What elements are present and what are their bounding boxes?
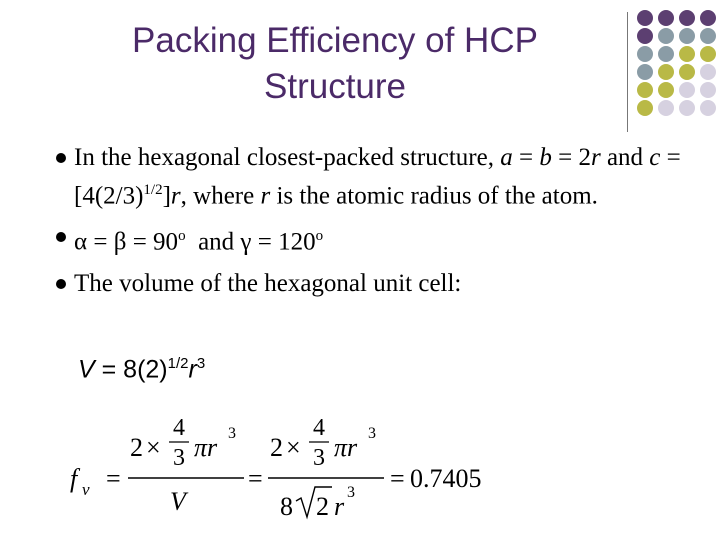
equals-sign-2: = [248, 464, 263, 493]
decorative-dot [637, 10, 653, 26]
decorative-dot [679, 46, 695, 62]
decorative-dot [637, 28, 653, 44]
alpha-symbol: α [74, 228, 88, 256]
decorative-dot [658, 28, 674, 44]
decorative-dot [700, 46, 716, 62]
slide-title [40, 18, 630, 110]
bullet-text: = [87, 228, 114, 256]
var-a: a [500, 144, 513, 171]
superscript: 1/2 [143, 182, 163, 198]
volume-formula [78, 355, 205, 384]
formula-text: = 8(2) [94, 355, 168, 384]
bullet-text: and [600, 144, 650, 171]
degree-superscript: o [315, 228, 324, 245]
packing-efficiency-formula [60, 405, 520, 525]
result-value: 0.7405 [410, 464, 482, 493]
superscript: 1/2 [167, 355, 189, 372]
cube-exponent-1: 3 [228, 425, 236, 442]
decorative-dot [700, 10, 716, 26]
title-divider [627, 12, 628, 132]
denominator-eight: 8 [280, 492, 293, 521]
decorative-dot [658, 64, 674, 80]
decorative-dot [679, 64, 695, 80]
decorative-dot [637, 64, 653, 80]
equals-sign-1: = [106, 464, 121, 493]
bullet-text: = 2 [551, 144, 591, 171]
gamma-symbol: γ [240, 228, 252, 256]
bullet-text: is the atomic radius of the atom. [270, 182, 598, 210]
numerator-two-1: 2 [130, 433, 143, 462]
decorative-dot [658, 10, 674, 26]
radicand-two: 2 [316, 492, 329, 521]
times-sign-2: × [286, 433, 301, 462]
decorative-dot [658, 82, 674, 98]
title-line-1: Packing Efficiency of HCP [132, 21, 538, 60]
var-r: r [260, 182, 271, 210]
bullet-text: The volume of the hexagonal unit cell: [74, 269, 462, 297]
decorative-dot [679, 100, 695, 116]
pi-r-2: πr [334, 433, 358, 462]
var-r: r [188, 355, 197, 384]
cube-exponent-3: 3 [347, 484, 355, 501]
denominator-r: r [334, 492, 345, 521]
decorative-dot [658, 46, 674, 62]
var-r: r [590, 144, 601, 171]
beta-symbol: β [113, 228, 127, 256]
decorative-dot-grid [637, 10, 720, 122]
decorative-dot [637, 100, 653, 116]
bullet-dot-icon [56, 153, 66, 163]
fraction-three-2: 3 [313, 445, 325, 471]
numerator-two-2: 2 [270, 433, 283, 462]
bullet-text: = [512, 144, 540, 171]
bullet-dot-icon [56, 279, 66, 289]
var-b: b [539, 144, 552, 171]
fraction-four-2: 4 [313, 415, 325, 441]
bullet-item-lattice [56, 141, 696, 212]
decorative-dot [700, 100, 716, 116]
bullet-text: = 90 [126, 228, 179, 256]
decorative-dot [700, 28, 716, 44]
decorative-dot [679, 82, 695, 98]
fraction-four-1: 4 [173, 415, 185, 441]
cube-exponent-2: 3 [368, 425, 376, 442]
bullet-dot-icon [56, 232, 66, 242]
decorative-dot [679, 28, 695, 44]
decorative-dot [658, 100, 674, 116]
fv-symbol: f [70, 464, 78, 493]
var-v: V [78, 355, 95, 384]
title-line-2: Structure [264, 67, 406, 106]
var-r: r [170, 182, 181, 210]
bullet-text: , where [180, 182, 261, 210]
bullet-item-angles [56, 220, 696, 258]
bullet-text: In the hexagonal closest-packed structure, [74, 144, 501, 171]
fv-subscript: v [82, 480, 90, 499]
decorative-dot [679, 10, 695, 26]
denominator-v: V [170, 487, 186, 516]
var-c: c [649, 144, 661, 171]
decorative-dot [700, 64, 716, 80]
equals-sign-3: = [390, 464, 405, 493]
decorative-dot [637, 82, 653, 98]
decorative-dot [637, 46, 653, 62]
fraction-three-1: 3 [173, 445, 185, 471]
superscript: 3 [196, 355, 206, 372]
degree-superscript: o [178, 228, 186, 245]
times-sign-1: × [146, 433, 161, 462]
bullet-text: ] [162, 182, 171, 210]
bullet-text: = 120 [251, 228, 316, 256]
bullet-list [56, 141, 696, 308]
decorative-dot [700, 82, 716, 98]
bullet-item-volume [56, 267, 696, 300]
bullet-text: and [185, 228, 241, 256]
bullet-text: = [4(2/3) [74, 144, 681, 210]
pi-r-1: πr [194, 433, 218, 462]
